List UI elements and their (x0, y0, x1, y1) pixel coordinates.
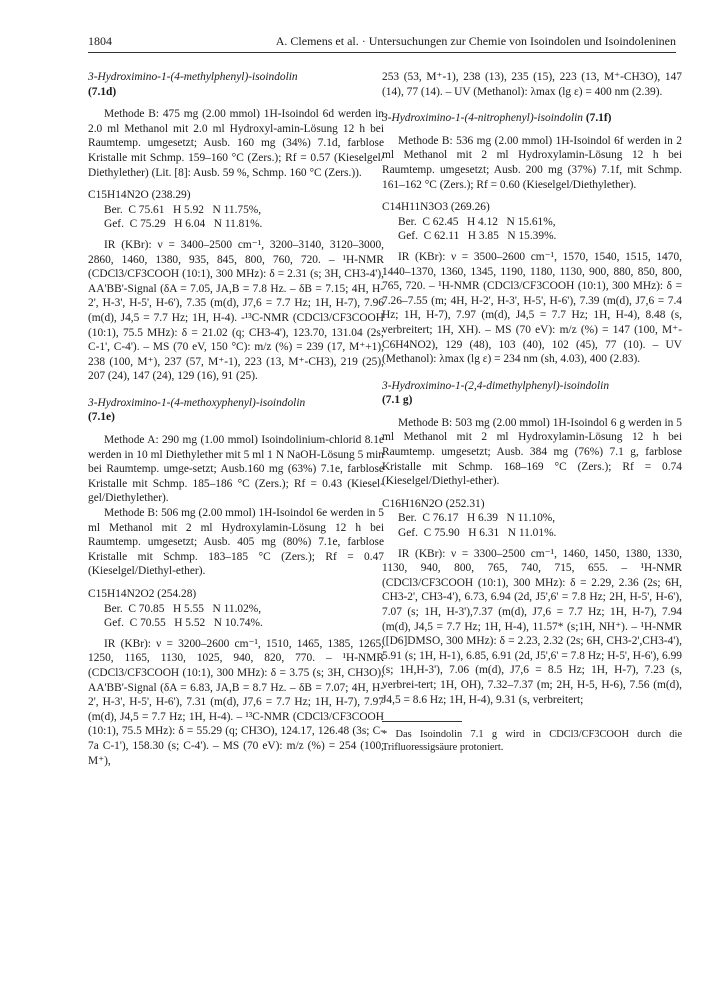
compound-number: (7.1 g) (382, 394, 413, 407)
molecular-formula: C15H14N2O (238.29) (88, 189, 191, 202)
calc-analysis: Ber. C 62.45 H 4.12 N 15.61%, (398, 215, 556, 228)
found-analysis: Gef. C 62.11 H 3.85 N 15.39%. (398, 230, 557, 243)
spectra-paragraph: IR (KBr): ν = 3200–2600 cm⁻¹, 1510, 1465, 1385, 1265, 1250, 1165, 1130, 1025, 940, 820, 770. – ¹H-NMR (CDCl3/CF3COOH (10:1), 300 MHz): δ = 3.75 (s; 3H, CH3O), AA'BB'-Signal (δA = 6.83, JA,B = 8.7 Hz. – δB = 7.07; 4H, H-2', H-3', H-5', H-6'), 7.31 (m(d), J7,6 = 7.7 Hz; 1H, H-7), 7.97 (m(d), J4,5 = 7.7 Hz; 1H, H-4). – ¹³C-NMR (CDCl3/CF3COOH (10:1), 75.5 MHz): δ = 55.29 (q; CH3O), 124.17, 126.48 (3s; C-7a C-1'), 158.30 (s; C-4'). – MS (70 eV): m/z (%) = 254 (100, M⁺), (88, 637, 384, 767)
footnote: * Das Isoindolin 7.1 g wird in CDCl3/CF3COOH durch die Trifluoressigsäure protoniert. (382, 729, 682, 754)
molecular-formula: C16H16N2O (252.31) (382, 497, 485, 510)
spectra-continuation: 253 (53, M⁺-1), 238 (13), 235 (15), 223 (13, M⁺-CH3O), 147 (14), 77 (14). – UV (Methanol): λmax (lg ε) = 400 nm (2.39). (382, 71, 682, 98)
running-title: A. Clemens et al. · Untersuchungen zur Chemie von Isoindolen und Isoindoleninen (275, 34, 676, 48)
compound-number: (7.1d) (88, 85, 117, 98)
molecular-formula: C14H11N3O3 (269.26) (382, 201, 490, 214)
calc-analysis: Ber. C 76.17 H 6.39 N 11.10%, (398, 512, 556, 525)
compound-title: 3-Hydroximino-1-(4-nitrophenyl)-isoindolin (382, 112, 583, 125)
found-analysis: Gef. C 75.29 H 6.04 N 11.81%. (104, 218, 263, 231)
spectra-paragraph: IR (KBr): ν = 3400–2500 cm⁻¹, 3200–3140, 3120–3000, 2860, 1460, 1380, 935, 845, 800, 760, 720. – ¹H-NMR (CDCl3/CF3COOH (10:1), 300 MHz): δ = 2.31 (s; 3H, CH3-4'), AA'BB'-Signal (δA = 7.05, JA,B = 7.8 Hz. – δB = 7.15; 4H, H-2', H-3', H-5', H-6'), 7.35 (m(d), J7,6 = 7.7 Hz; 1H, H-7), 7.96 (m(d), J4,5 = 7.7 Hz; 1H, H-4). -¹³C-NMR (CDCl3/CF3COOH (10:1), 75.5 MHz): δ = 21.02 (q; CH3-4'), 123.70, 131.04 (2s; C-1', C-4'). – MS (70 eV, 150 °C): m/z (%) = 239 (17, M⁺+1), 238 (100, M⁺), 237 (57, M⁺-1), 223 (13, M⁺-CH3), 219 (25), 207 (24), 147 (24), 129 (16), 91 (25). (88, 238, 384, 383)
spectra-paragraph: IR (KBr): ν = 3500–2600 cm⁻¹, 1570, 1540, 1515, 1470, 1440–1370, 1360, 1345, 1190, 1180, 1130, 900, 880, 850, 800, 765, 720. – ¹H-NMR (CDCl3/CF3COOH (10:1), 300 MHz): δ = 7.26–7.55 (m; 4H, H-2', H-3', H-5', H-6'), 7.39 (m(d), J7,6 = 7.4 Hz; 1H, H-7), 7.97 (m(d), J4,5 = 7.7 Hz; 1H, H-4), 8.48 (s, verbreitert; 1H, XH). – MS (70 eV): m/z (%) = 147 (100, M⁺-C6H4NO2), 129 (48), 103 (40), 102 (45), 77 (10). – UV (Methanol): λmax (lg ε) = 234 nm (sh, 4.03), 400 (2.83). (382, 250, 682, 366)
compound-heading-7-1e (88, 396, 384, 425)
method-a-paragraph: Methode A: 290 mg (1.00 mmol) Isoindolinium-chlorid 8.1e werden in 10 ml Diethylether mit 5 ml 1 N NaOH-Lösung 5 min bei Raumtemp. umge-setzt; Ausb.160 mg (63%) 7.1e, farblose Kristalle mit Schmp. 185–186 °C (Zers.); Rf = 0.43 (Kiesel-gel/Diethylether). (88, 434, 384, 505)
method-b-paragraph: Methode B: 475 mg (2.00 mmol) 1H-Isoindol 6d werden in 2.0 ml Methanol mit 2.0 ml Hydroxyl-amin-Lösung 12 h bei Raumtemp. umgesetzt; Ausb. 160 mg (34%) 7.1d, farblose Kristalle mit Schmp. 159–160 °C (Zers.); Rf = 0.57 (Kieselgel/ Diethylether) (Lit. [8]: Ausb. 59 %, Schmp. 160 °C (Zers.)). (88, 108, 384, 179)
compound-number: (7.1f) (585, 112, 612, 125)
footnote-rule (382, 721, 462, 722)
molecular-formula: C15H14N2O2 (254.28) (88, 588, 197, 600)
found-analysis: Gef. C 75.90 H 6.31 N 11.01%. (398, 527, 557, 540)
method-b-paragraph: Methode B: 503 mg (2.00 mmol) 1H-Isoindol 6 g werden in 5 ml Methanol mit 2 ml Hydroxylamin-Lösung 12 h bei Raumtemp. umgesetzt; Ausb. 384 mg (76%) 7.1 g, farblose Kristalle mit Schmp. 168–169 °C (Zers.); Rf = 0.74 (Kieselgel/Diethyl-ether). (382, 416, 682, 488)
compound-heading-7-1d (88, 70, 384, 99)
right-column (382, 70, 682, 754)
compound-title: 3-Hydroximino-1-(4-methoxyphenyl)-isoindolin (88, 396, 306, 409)
method-b-paragraph: Methode B: 506 mg (2.00 mmol) 1H-Isoindol 6e werden in 5 ml Methanol mit 2 ml Hydroxylamin-Lösung 12 h bei Raumtemp. umgesetzt; Ausb. 405 mg (80%) 7.1e, farblose Kristalle mit Schmp. 183–185 °C (Zers.); Rf = 0.47 (Kieselgel/Diethyl-ether). (88, 507, 384, 578)
calc-analysis: Ber. C 70.85 H 5.55 N 11.02%, (104, 602, 262, 615)
calc-analysis: Ber. C 75.61 H 5.92 N 11.75%, (104, 203, 262, 216)
found-analysis: Gef. C 70.55 H 5.52 N 10.74%. (104, 617, 263, 630)
spectra-paragraph: IR (KBr): ν = 3300–2500 cm⁻¹, 1460, 1450, 1380, 1330, 1130, 940, 800, 765, 740, 715, 655. – ¹H-NMR (CDCl3/CF3COOH (10:1), 300 MHz): δ = 2.29, 2.36 (2s; 6H, CH3-2', CH3-4'), 6.73, 6.94 (2d, J5',6' = 7.8 Hz; 2H, H-5', H-6'), 7.07 (s; 1H, H-3'),7.37 (m(d), J7,6 = 7.7 Hz; 1H, H-7), 7.94 (m(d), J4,5 = 7.7 Hz; 1H, H-4), 11.57* (s;1H, NH⁺). – ¹H-NMR ([D6]DMSO, 300 MHz): δ = 2.23, 2.32 (2s; 6H, CH3-2',CH3-4'), 5.91 (s; 1H, H-1), 6.85, 6.91 (2d, J5',6' = 7.8 Hz; H-5', H-6'), 6.99 (s; 1H,H-3'), 7.06 (m(d), J7,6 = 8.5 Hz; 1H, H-7), 7.23 (s, verbrei-tert; 1H, OH), 7.32–7.37 (m; 2H, H-5, H-6), 7.56 (m(d), J4,5 = 8.6 Hz; 1H, H-4), 9.31 (s, verbreitert; (382, 547, 682, 706)
compound-title: 3-Hydroximino-1-(2,4-dimethylphenyl)-isoindolin (382, 379, 610, 392)
page-number: 1804 (88, 34, 112, 48)
method-b-paragraph: Methode B: 536 mg (2.00 mmol) 1H-Isoindol 6f werden in 2 ml Methanol mit 2 ml Hydroxylamin-Lösung 12 h bei Raumtemp. umgesetzt; Ausb. 200 mg (37%) 7.1f, mit Schmp. 161–162 °C (Zers.); Rf = 0.60 (Kieselgel/Diethylether). (382, 134, 682, 191)
left-column (88, 70, 384, 768)
compound-heading-7-1g (382, 379, 682, 408)
compound-number: (7.1e) (88, 411, 115, 424)
compound-heading-7-1f (382, 111, 682, 126)
compound-title: 3-Hydroximino-1-(4-methylphenyl)-isoindolin (88, 71, 298, 83)
page-header (88, 34, 676, 53)
